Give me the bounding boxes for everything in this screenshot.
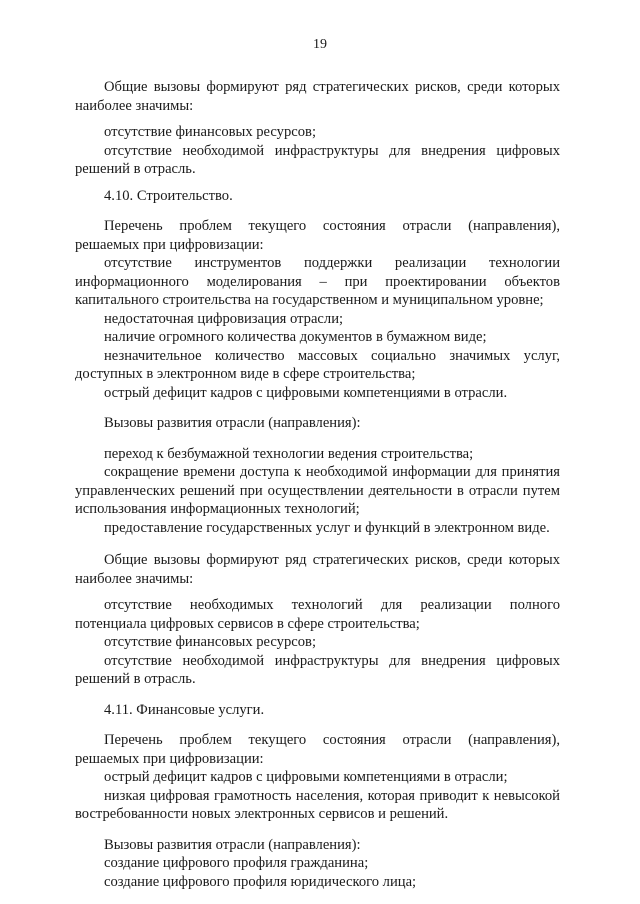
page-number: 19 bbox=[313, 37, 327, 52]
list-item-staff-shortage: острый дефицит кадров с цифровыми компетенциями в отрасли. bbox=[104, 384, 508, 401]
page-body bbox=[75, 78, 560, 891]
list-item-low-literacy: низкая цифровая грамотность населения, которая приводит к невысокой востребованности новых электронных сервисов и решений. bbox=[75, 787, 560, 822]
paragraph-challenges-intro-2: Вызовы развития отрасли (направления): bbox=[104, 836, 361, 853]
list-item-insufficient-digitalization: недостаточная цифровизация отрасли; bbox=[104, 310, 344, 327]
list-item-no-finance-2: отсутствие финансовых ресурсов; bbox=[104, 634, 316, 650]
list-item-no-technologies: отсутствие необходимых технологий для реализации полного потенциала цифровых сервисов в сфере строительства; bbox=[75, 597, 560, 632]
paragraph-problems-intro-2: Перечень проблем текущего состояния отрасли (направления), решаемых при цифровизации: bbox=[75, 732, 560, 767]
paragraph-problems-intro: Перечень проблем текущего состояния отрасли (направления), решаемых при цифровизации: bbox=[75, 218, 560, 253]
list-item-paper-documents: наличие огромного количества документов в бумажном виде; bbox=[104, 329, 487, 345]
list-item-staff-shortage-2: острый дефицит кадров с цифровыми компетенциями в отрасли; bbox=[104, 769, 508, 785]
list-item-legal-entity-profile: создание цифрового профиля юридического лица; bbox=[104, 873, 417, 890]
paragraph-challenges-intro: Вызовы развития отрасли (направления): bbox=[104, 415, 361, 431]
list-item-few-services: незначительное количество массовых социально значимых услуг, доступных в электронном виде в сфере строительства; bbox=[75, 347, 560, 382]
list-item-no-finance: отсутствие финансовых ресурсов; bbox=[104, 124, 316, 140]
section-heading-construction: 4.10. Строительство. bbox=[104, 187, 233, 204]
section-heading-financial: 4.11. Финансовые услуги. bbox=[104, 701, 265, 718]
list-item-access-time: сокращение времени доступа к необходимой информации для принятия управленческих решений при осуществлении деятельности в отрасли путем использования информационных технологий; bbox=[75, 464, 560, 517]
list-item-citizen-profile: создание цифрового профиля гражданина; bbox=[104, 855, 369, 871]
list-item-bim-tools: отсутствие инструментов поддержки реализации технологии информационного моделирования – при проектировании объектов капитального строительства на государственном и муниципальном уровне; bbox=[75, 255, 560, 308]
list-item-paperless: переход к безбумажной технологии ведения строительства; bbox=[104, 445, 474, 462]
paragraph-risks-intro: Общие вызовы формируют ряд стратегических рисков, среди которых наиболее значимы: bbox=[75, 79, 560, 114]
list-item-no-infrastructure-2: отсутствие необходимой инфраструктуры для внедрения цифровых решений в отрасль. bbox=[75, 652, 560, 687]
list-item-public-services: предоставление государственных услуг и функций в электронном виде. bbox=[104, 519, 550, 536]
list-item-no-infrastructure: отсутствие необходимой инфраструктуры для внедрения цифровых решений в отрасль. bbox=[75, 142, 560, 177]
paragraph-risks-intro-2: Общие вызовы формируют ряд стратегических рисков, среди которых наиболее значимы: bbox=[75, 552, 560, 587]
